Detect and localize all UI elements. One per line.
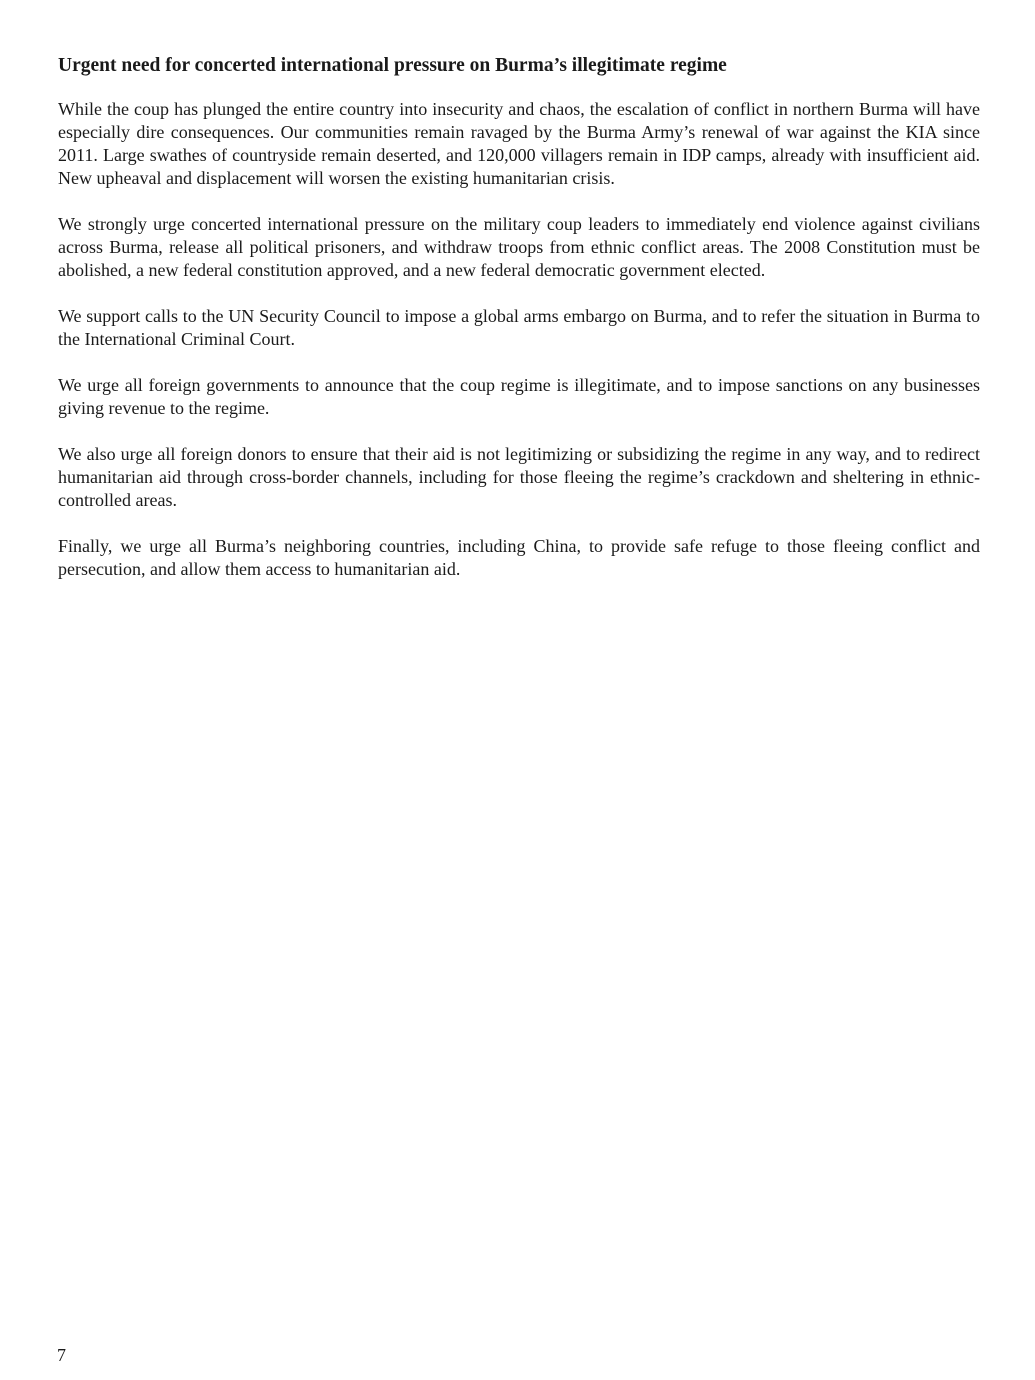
paragraph-international-pressure: We strongly urge concerted international pressure on the military coup leaders to immediately end violence against civilians across Burma, release all political prisoners, and withdraw troops from ethnic conflict areas. The 2008 Constitution must be abolished, a new federal constitution approved, and a new federal democratic government elected.: [58, 214, 980, 280]
paragraph-foreign-governments: We urge all foreign governments to announce that the coup regime is illegitimate, and to impose sanctions on any businesses giving revenue to the regime.: [58, 375, 980, 418]
paragraph-foreign-donors: We also urge all foreign donors to ensure that their aid is not legitimizing or subsidizing the regime in any way, and to redirect humanitarian aid through cross-border channels, including for those fleeing the regime’s crackdown and sheltering in ethnic-controlled areas.: [58, 444, 980, 510]
page-number: 7: [57, 1345, 66, 1365]
paragraph-security-council: We support calls to the UN Security Council to impose a global arms embargo on Burma, and to refer the situation in Burma to the International Criminal Court.: [58, 306, 980, 349]
paragraph-coup-consequences: While the coup has plunged the entire country into insecurity and chaos, the escalation of conflict in northern Burma will have especially dire consequences. Our communities remain ravaged by the Burma Army’s renewal of war against the KIA since 2011. Large swathes of countryside remain deserted, and 120,000 villagers remain in IDP camps, already with insufficient aid. New upheaval and displacement will worsen the existing humanitarian crisis.: [58, 99, 980, 188]
section-heading: Urgent need for concerted international pressure on Burma’s illegitimate regime: [58, 55, 727, 76]
document-page: [58, 52, 980, 604]
paragraph-neighboring-countries: Finally, we urge all Burma’s neighboring countries, including China, to provide safe refuge to those fleeing conflict and persecution, and allow them access to humanitarian aid.: [58, 536, 980, 579]
